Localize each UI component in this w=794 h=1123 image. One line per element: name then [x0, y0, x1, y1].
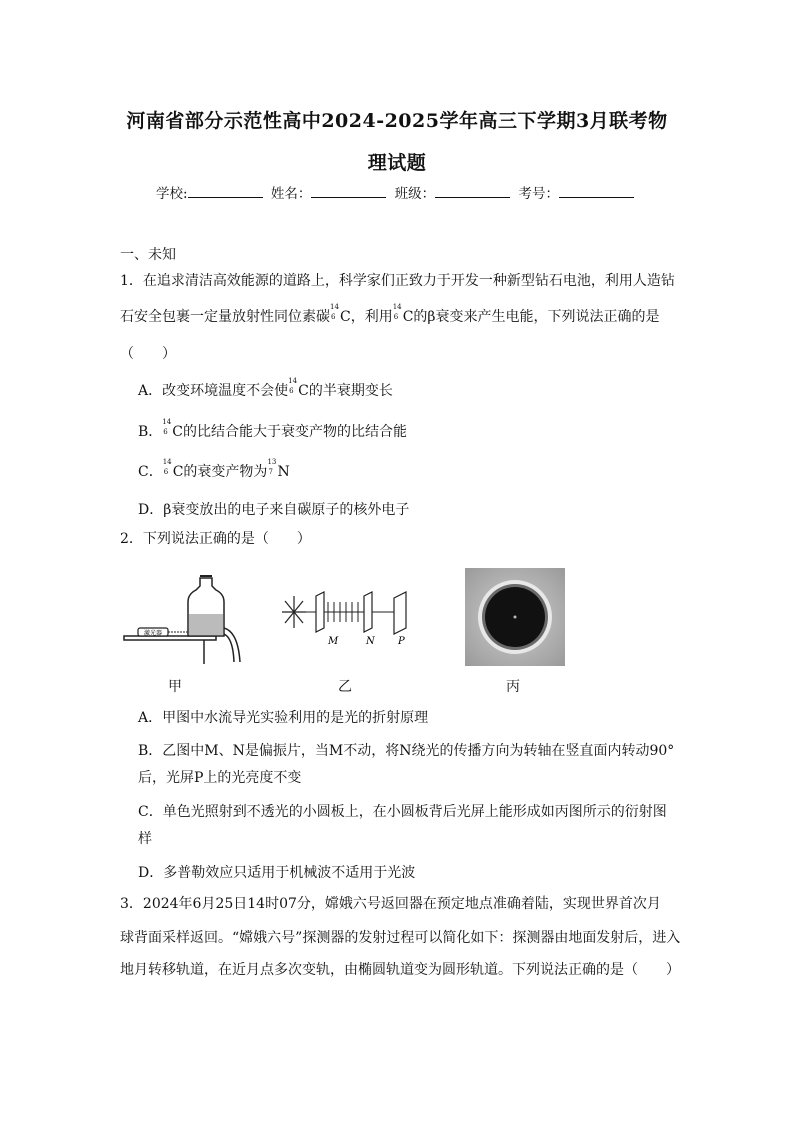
number-blank[interactable] — [559, 185, 634, 198]
q2-option-b-line-2[interactable]: 后，光屏P上的光亮度不变 — [138, 770, 302, 786]
isotope-c14: 14 6 — [162, 418, 172, 436]
q1-option-d[interactable]: D．β衰变放出的电子来自碳原子的核外电子 — [138, 502, 410, 518]
q1-option-a[interactable]: A．改变环境温度不会使 14 6 C的半衰期变长 — [138, 377, 393, 399]
q1-option-b[interactable]: B． 14 6 C的比结合能大于衰变产物的比结合能 — [138, 418, 408, 440]
polarizer-m-label: M — [328, 636, 339, 647]
class-label: 班级： — [394, 186, 436, 202]
polarizer-n-label: N — [366, 636, 375, 647]
isotope-c14: 14 6 — [392, 303, 402, 321]
exam-title-line-2: 理试题 — [367, 152, 427, 174]
figure-label-bing: 丙 — [506, 679, 520, 695]
screen-p-label: P — [398, 636, 405, 647]
figure-yi-polarizers — [276, 588, 416, 648]
q1-stem-line-3: （ ） — [120, 346, 176, 362]
q1-stem-line-1: 1．在追求清洁高效能源的道路上，科学家们正致力于开发一种新型钻石电池，利用人造钻 — [120, 273, 675, 289]
figure-label-jia: 甲 — [168, 679, 182, 695]
isotope-c14: 14 6 — [162, 458, 172, 476]
isotope-c14: 14 6 — [288, 377, 298, 395]
laser-label: 激光器 — [143, 630, 163, 637]
name-blank[interactable] — [311, 185, 386, 198]
figure-label-yi: 乙 — [338, 679, 352, 695]
student-info-row — [0, 182, 794, 202]
q2-option-b-line-1[interactable]: B．乙图中M、N是偏振片，当M不动，将N绕光的传播方向为转轴在竖直面内转动90° — [138, 743, 675, 759]
section-heading: 一、未知 — [120, 247, 176, 263]
q2-option-c-line-2[interactable]: 样 — [138, 831, 152, 847]
q1-option-c[interactable]: C． 14 6 C的衰变产物为 13 7 N — [138, 458, 290, 480]
isotope-c14: 14 6 — [330, 303, 339, 321]
q2-stem: 2．下列说法正确的是（ ） — [120, 531, 311, 547]
figure-jia-light-guide — [120, 572, 245, 672]
isotope-n13: 13 7 — [267, 458, 277, 476]
q3-stem-line-1: 3．2024年6月25日14时07分，嫦娥六号返回器在预定地点准确着陆，实现世界首次月 — [120, 896, 661, 912]
school-blank[interactable] — [188, 185, 263, 198]
number-label: 考号： — [518, 186, 559, 202]
q2-option-d[interactable]: D．多普勒效应只适用于机械波不适用于光波 — [138, 865, 416, 881]
q3-stem-line-3: 地月转移轨道，在近月点多次变轨，由椭圆轨道变为圆形轨道。下列说法正确的是（ ） — [120, 962, 680, 978]
q2-option-a[interactable]: A．甲图中水流导光实验利用的是光的折射原理 — [138, 710, 429, 726]
figure-bing-diffraction — [465, 568, 565, 666]
exam-title-line-1: 河南省部分示范性高中2024-2025学年高三下学期3月联考物 — [126, 110, 668, 132]
q2-option-c-line-1[interactable]: C．单色光照射到不透光的小圆板上，在小圆板背后光屏上能形成如丙图所示的衍射图 — [138, 804, 667, 820]
name-label: 姓名： — [270, 186, 312, 202]
class-blank[interactable] — [435, 185, 510, 198]
school-label: 学校: — [156, 186, 188, 202]
q1-stem-line-2: 石安全包裹一定量放射性同位素碳 14 6 C，利用 14 6 C的β衰变来产生电能，下列说法正确的是 — [120, 303, 660, 325]
q3-stem-line-2: 球背面采样返回。“嫦娥六号”探测器的发射过程可以简化如下：探测器由地面发射后，进入 — [120, 930, 681, 946]
